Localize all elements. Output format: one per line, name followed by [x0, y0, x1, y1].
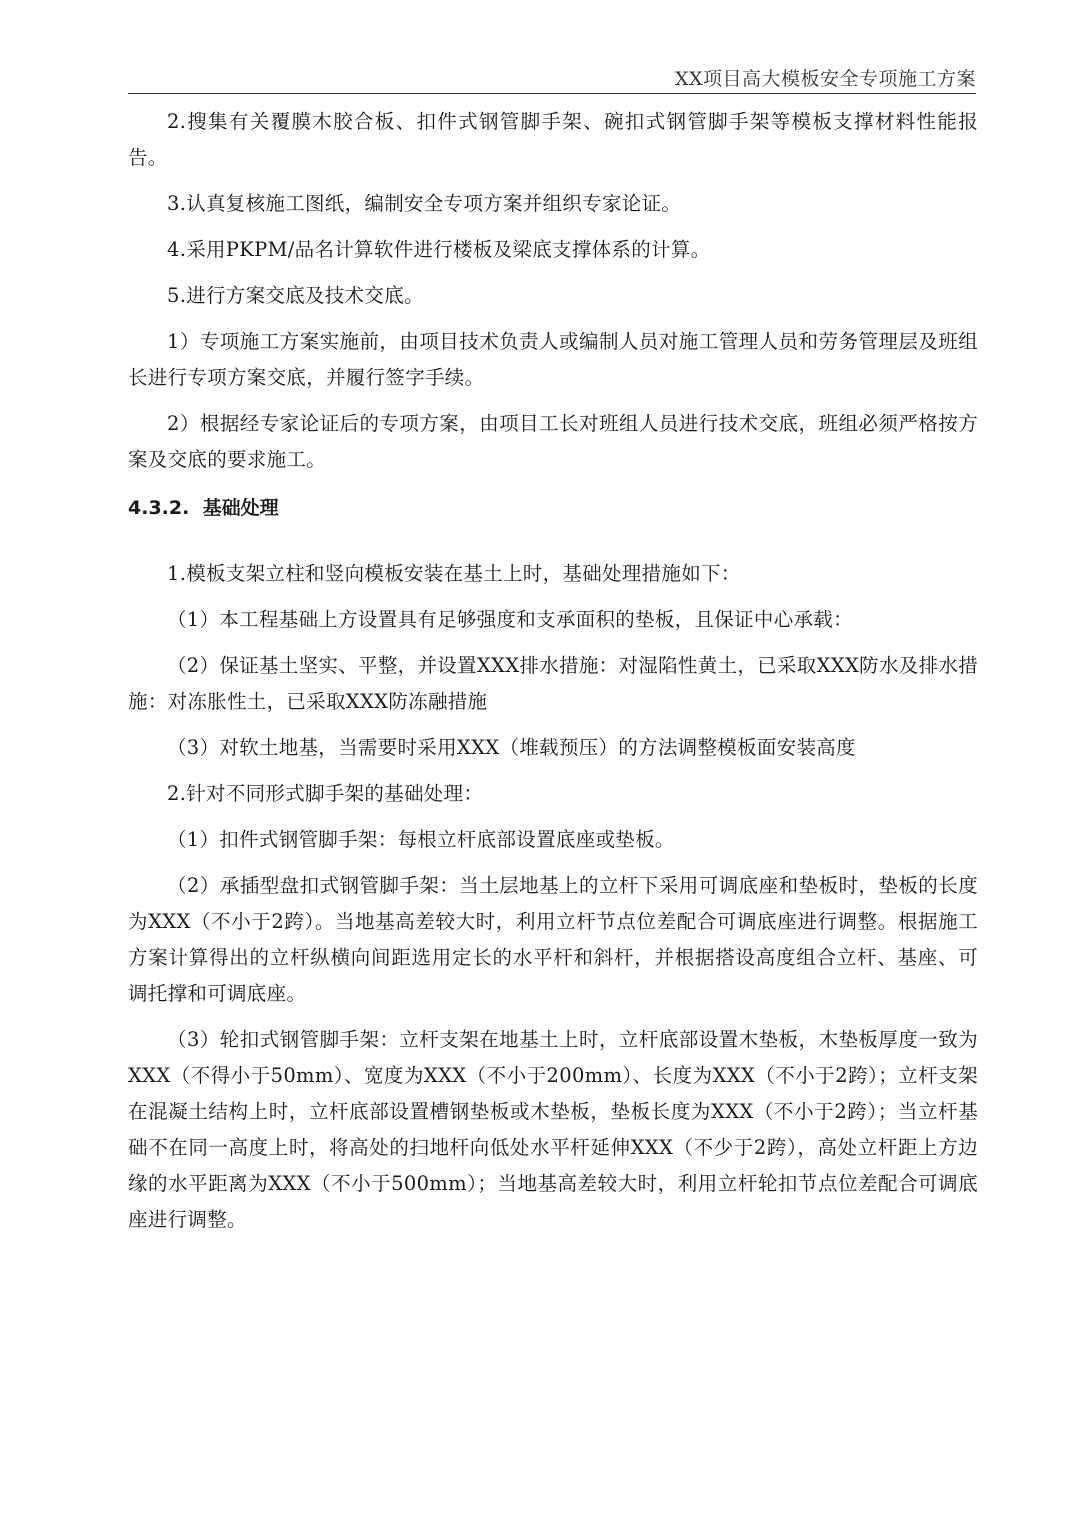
- document-body: [128, 104, 978, 1248]
- paragraph: 4.采用PKPM/品名计算软件进行楼板及梁底支撑体系的计算。: [167, 238, 711, 261]
- paragraph: （3）对软土地基，当需要时采用XXX（堆载预压）的方法调整模板面安装高度: [167, 736, 856, 759]
- header-divider: [128, 93, 976, 94]
- paragraph: 1）专项施工方案实施前，由项目技术负责人或编制人员对施工管理人员和劳务管理层及班组长进行专项方案交底，并履行签字手续。: [128, 330, 978, 389]
- paragraph: 2.搜集有关覆膜木胶合板、扣件式钢管脚手架、碗扣式钢管脚手架等模板支撑材料性能报告。: [128, 110, 978, 169]
- paragraph: （3）轮扣式钢管脚手架：立杆支架在地基土上时，立杆底部设置木垫板，木垫板厚度一致为XXX（不得小于50mm）、宽度为XXX（不小于200mm）、长度为XXX（不小于2跨）；立杆支架在混凝土结构上时，立杆底部设置槽钢垫板或木垫板，垫板长度为XXX（不小于2跨）；当立杆基础不在同一高度上时，将高处的扫地杆向低处水平杆延伸XXX（不少于2跨），高处立杆距上方边缘的水平距离为XXX（不小于500mm）；当地基高差较大时，利用立杆轮扣节点位差配合可调底座进行调整。: [128, 1028, 978, 1231]
- paragraph: （2）承插型盘扣式钢管脚手架：当土层地基上的立杆下采用可调底座和垫板时，垫板的长度为XXX（不小于2跨）。当地基高差较大时，利用立杆节点位差配合可调底座进行调整。根据施工方案计算得出的立杆纵横向间距选用定长的水平杆和斜杆，并根据搭设高度组合立杆、基座、可调托撑和可调底座。: [128, 874, 978, 1005]
- paragraph: 1.模板支架立柱和竖向模板安装在基土上时，基础处理措施如下：: [167, 562, 741, 585]
- paragraph: 5.进行方案交底及技术交底。: [167, 284, 424, 307]
- section-title: 基础处理: [202, 497, 279, 519]
- paragraph: 2）根据经专家论证后的专项方案，由项目工长对班组人员进行技术交底，班组必须严格按方案及交底的要求施工。: [128, 412, 978, 471]
- paragraph: 3.认真复核施工图纸，编制安全专项方案并组织专家论证。: [167, 192, 682, 215]
- paragraph: （2）保证基土坚实、平整，并设置XXX排水措施：对湿陷性黄土，已采取XXX防水及排水措施：对冻胀性土，已采取XXX防冻融措施: [128, 654, 978, 713]
- section-number: 4.3.2.: [128, 497, 190, 519]
- section-heading: [128, 490, 978, 526]
- paragraph: （1）扣件式钢管脚手架：每根立杆底部设置底座或垫板。: [167, 828, 675, 851]
- paragraph: 2.针对不同形式脚手架的基础处理：: [167, 782, 484, 805]
- paragraph: （1）本工程基础上方设置具有足够强度和支承面积的垫板，且保证中心承载：: [167, 608, 853, 631]
- running-header: XX项目高大模板安全专项施工方案: [674, 68, 976, 90]
